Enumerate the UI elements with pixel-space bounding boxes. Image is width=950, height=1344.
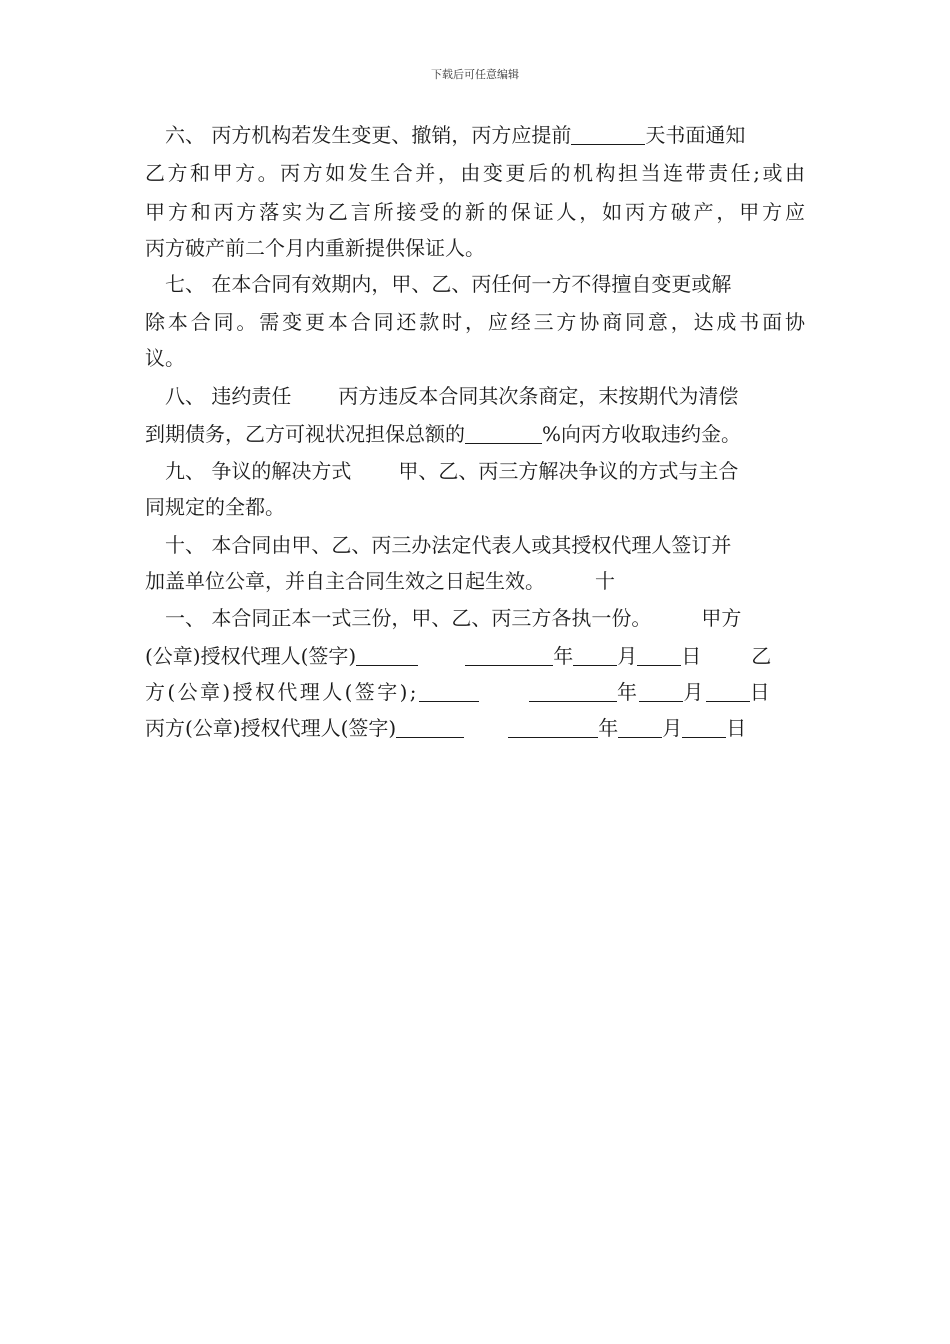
clause-9-line-2: 同规定的全都。 — [145, 495, 285, 519]
clause-9-line-1 — [145, 459, 805, 483]
blank-year-b — [529, 681, 617, 702]
clause-9-heading: 九、 争议的解决方式 — [165, 459, 352, 483]
clause-6-line-1 — [145, 123, 805, 147]
clause-8-text-3: %向丙方收取违约金。 — [542, 422, 742, 446]
blank-year-a — [465, 645, 553, 666]
blank-days — [571, 124, 645, 145]
clause-10-line-2 — [145, 569, 805, 593]
blank-day-a — [637, 645, 681, 666]
clause-7-line-2: 除本合同。需变更本合同还款时，应经三方协商同意，达成书面协 — [145, 310, 805, 334]
blank-day-c — [682, 717, 726, 738]
month-label-a: 月 — [617, 644, 638, 668]
blank-signature-b — [419, 681, 479, 702]
clause-6-line-2: 乙方和甲方。丙方如发生合并，由变更后的机构担当连带责任;或由 — [145, 161, 805, 185]
signature-c-text: 丙方(公章)授权代理人(签字) — [145, 716, 397, 740]
blank-year-c — [508, 717, 598, 738]
blank-signature-a — [356, 645, 418, 666]
year-label-c: 年 — [598, 716, 619, 740]
month-label-c: 月 — [662, 716, 683, 740]
party-a-label: 甲方 — [701, 606, 742, 630]
clause-7-line-3: 议。 — [145, 346, 185, 370]
year-label-a: 年 — [553, 644, 574, 668]
clause-8-heading: 八、 违约责任 — [165, 384, 292, 408]
day-label-a: 日 — [681, 644, 702, 668]
clause-7-line-1: 七、 在本合同有效期内，甲、乙、丙任何一方不得擅自变更或解 — [165, 272, 732, 296]
clause-11-line-1 — [145, 606, 805, 630]
day-label-b: 日 — [749, 680, 773, 704]
clause-6-text: 六、 丙方机构若发生变更、撤销，丙方应提前 — [165, 123, 572, 147]
clause-11-number-start: 十 — [595, 569, 615, 593]
clause-6-line-3: 甲方和丙方落实为乙言所接受的新的保证人，如丙方破产，甲方应 — [145, 200, 805, 224]
clause-8-line-2 — [145, 422, 805, 446]
party-b-label-start: 乙 — [751, 644, 772, 668]
signature-b-text: 方(公章)授权代理人(签字); — [145, 680, 419, 704]
clause-6-text-end: 天书面通知 — [645, 123, 746, 147]
year-label-b: 年 — [616, 680, 640, 704]
blank-month-c — [618, 717, 662, 738]
month-label-b: 月 — [683, 680, 706, 704]
blank-signature-c — [396, 717, 464, 738]
signature-line-c — [145, 716, 805, 740]
clause-6-line-4: 丙方破产前二个月内重新提供保证人。 — [145, 236, 485, 260]
clause-8-text-2: 到期债务，乙方可视状况担保总额的 — [145, 422, 465, 446]
page-header: 下载后可任意编辑 — [431, 68, 519, 81]
clause-10-line-1: 十、 本合同由甲、乙、丙三办法定代表人或其授权代理人签订并 — [165, 533, 732, 557]
clause-10-text: 加盖单位公章，并自主合同生效之日起生效。 — [145, 569, 545, 593]
blank-month-b — [639, 681, 683, 702]
day-label-c: 日 — [726, 716, 747, 740]
clause-8-text: 丙方违反本合同其次条商定，末按期代为清偿 — [338, 384, 739, 408]
blank-day-b — [706, 681, 750, 702]
signature-a-text: (公章)授权代理人(签字) — [145, 644, 357, 668]
clause-8-line-1 — [145, 384, 805, 408]
clause-9-text: 甲、乙、丙三方解决争议的方式与主合 — [398, 459, 739, 483]
blank-month-a — [573, 645, 617, 666]
blank-percent — [465, 423, 542, 444]
signature-line-b — [145, 680, 805, 704]
signature-line-a — [145, 644, 805, 668]
clause-11-text: 一、 本合同正本一式三份，甲、乙、丙三方各执一份。 — [165, 606, 652, 630]
